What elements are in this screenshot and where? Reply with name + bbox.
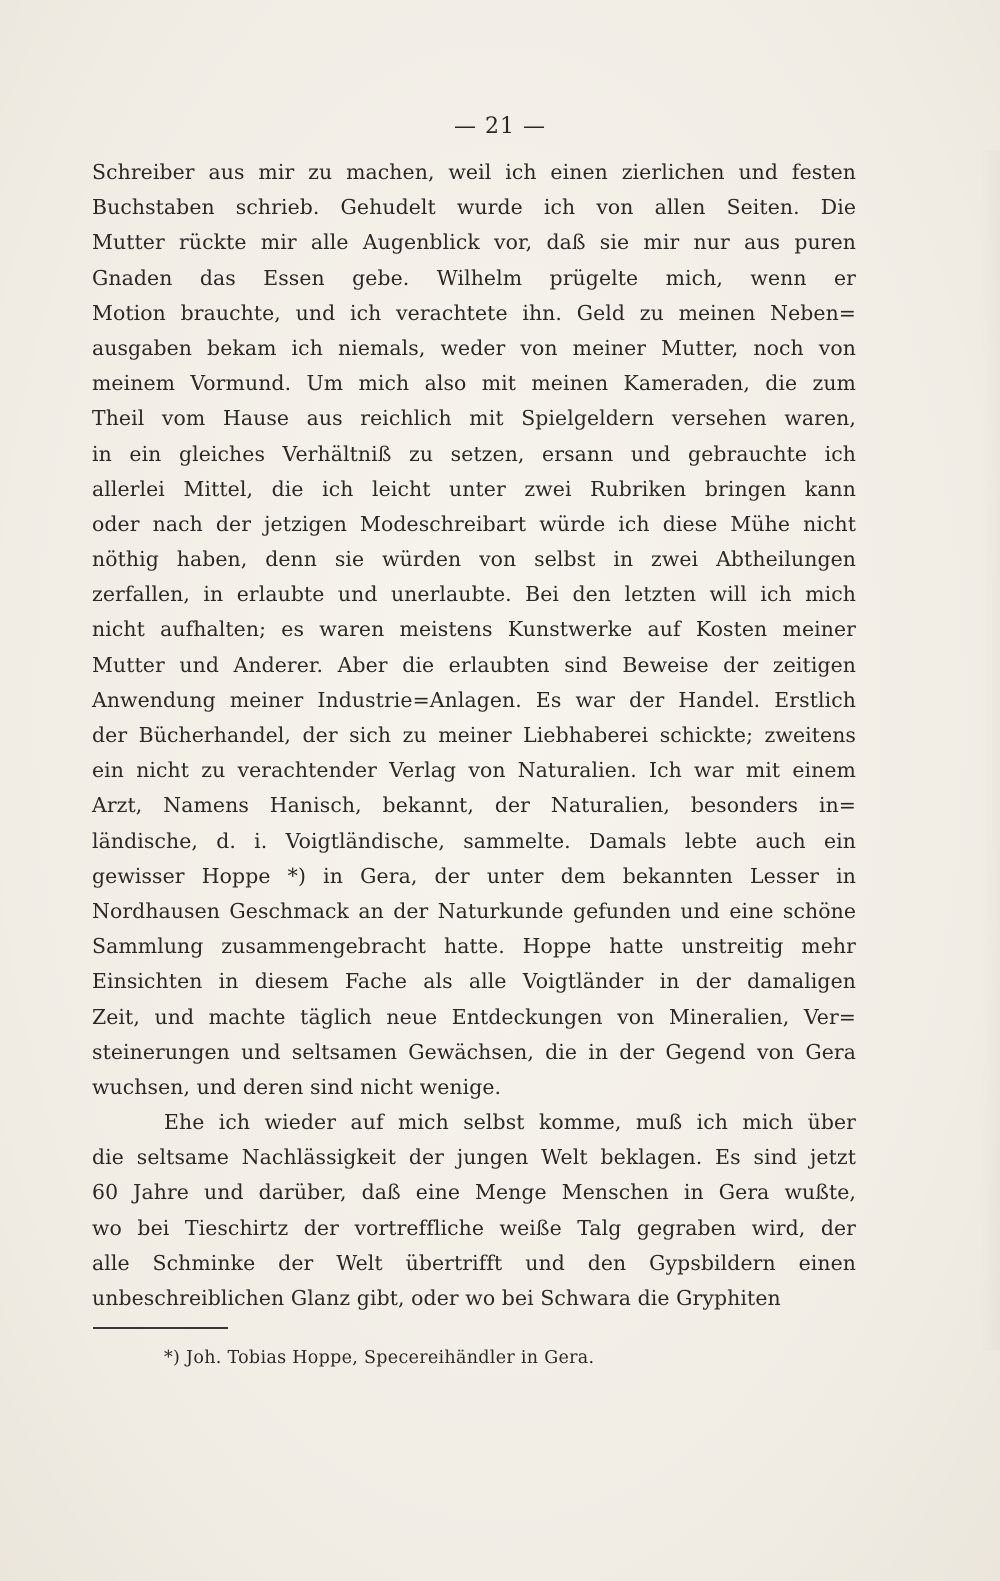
- text-line: ländische, d. i. Voigtländische, sammelte. Damals lebte auch ein: [92, 828, 856, 853]
- text-line: Sammlung zusammengebracht hatte. Hoppe hatte unstreitig mehr: [92, 934, 856, 959]
- text-line: zerfallen, in erlaubte und unerlaubte. Bei den letzten will ich mich: [92, 582, 856, 607]
- text-line: Gnaden das Essen gebe. Wilhelm prügelte mich, wenn er: [92, 265, 856, 290]
- text-line: alle Schminke der Welt übertrifft und den Gypsbildern einen: [92, 1250, 856, 1275]
- text-line: Einsichten in diesem Fache als alle Voigtländer in der damaligen: [92, 969, 856, 994]
- text-line: Mutter rückte mir alle Augenblick vor, daß sie mir nur aus puren: [92, 230, 856, 255]
- footnote: *) Joh. Tobias Hoppe, Specereihändler in Gera.: [164, 1348, 595, 1368]
- text-line: in ein gleiches Verhältniß zu setzen, ersann und gebrauchte ich: [92, 441, 856, 466]
- text-line: Motion brauchte, und ich verachtete ihn. Geld zu meinen Neben=: [92, 300, 856, 325]
- text-line: Mutter und Anderer. Aber die erlaubten sind Beweise der zeitigen: [92, 652, 856, 677]
- footnote-rule: [93, 1327, 228, 1329]
- text-line: oder nach der jetzigen Modeschreibart würde ich diese Mühe nicht: [92, 511, 856, 536]
- text-line: 60 Jahre und darüber, daß eine Menge Menschen in Gera wußte,: [92, 1180, 856, 1205]
- text-line: Theil vom Hause aus reichlich mit Spielgeldern versehen waren,: [92, 406, 856, 431]
- text-line: ein nicht zu verachtender Verlag von Naturalien. Ich war mit einem: [92, 758, 856, 783]
- text-line: die seltsame Nachlässigkeit der jungen Welt beklagen. Es sind jetzt: [92, 1145, 856, 1170]
- page-edge-shadow: [980, 150, 1000, 1350]
- text-line: Schreiber aus mir zu machen, weil ich einen zierlichen und festen: [92, 160, 856, 184]
- text-line: unbeschreiblichen Glanz gibt, oder wo bei Schwara die Gryphiten: [92, 1286, 781, 1310]
- text-line: allerlei Mittel, die ich leicht unter zwei Rubriken bringen kann: [92, 476, 856, 501]
- text-line: Ehe ich wieder auf mich selbst komme, muß ich mich über: [164, 1110, 856, 1135]
- text-line: meinem Vormund. Um mich also mit meinen Kameraden, die zum: [92, 371, 856, 396]
- page-number: — 21 —: [454, 114, 546, 139]
- text-line: gewisser Hoppe *) in Gera, der unter dem bekannten Lesser in: [92, 863, 856, 888]
- text-line: Nordhausen Geschmack an der Naturkunde gefunden und eine schöne: [92, 898, 856, 923]
- text-line: wuchsen, und deren sind nicht wenige.: [92, 1074, 502, 1099]
- main-text: [92, 155, 856, 1316]
- text-line: ausgaben bekam ich niemals, weder von meiner Mutter, noch von: [92, 335, 856, 360]
- text-line: Arzt, Namens Hanisch, bekannt, der Naturalien, besonders in=: [92, 793, 856, 818]
- text-line: Zeit, und machte täglich neue Entdeckungen von Mineralien, Ver=: [92, 1004, 856, 1029]
- text-line: der Bücherhandel, der sich zu meiner Liebhaberei schickte; zweitens: [92, 723, 856, 747]
- text-line: wo bei Tieschirtz der vortreffliche weiße Talg gegraben wird, der: [92, 1215, 856, 1240]
- paragraph: [92, 1105, 856, 1316]
- paragraph: [92, 155, 856, 1105]
- text-line: Anwendung meiner Industrie=Anlagen. Es war der Handel. Erstlich: [92, 687, 856, 712]
- text-line: steinerungen und seltsamen Gewächsen, die in der Gegend von Gera: [92, 1039, 856, 1064]
- text-line: nicht aufhalten; es waren meistens Kunstwerke auf Kosten meiner: [92, 617, 856, 642]
- text-line: nöthig haben, denn sie würden von selbst in zwei Abtheilungen: [92, 547, 856, 572]
- text-line: Buchstaben schrieb. Gehudelt wurde ich von allen Seiten. Die: [92, 195, 856, 220]
